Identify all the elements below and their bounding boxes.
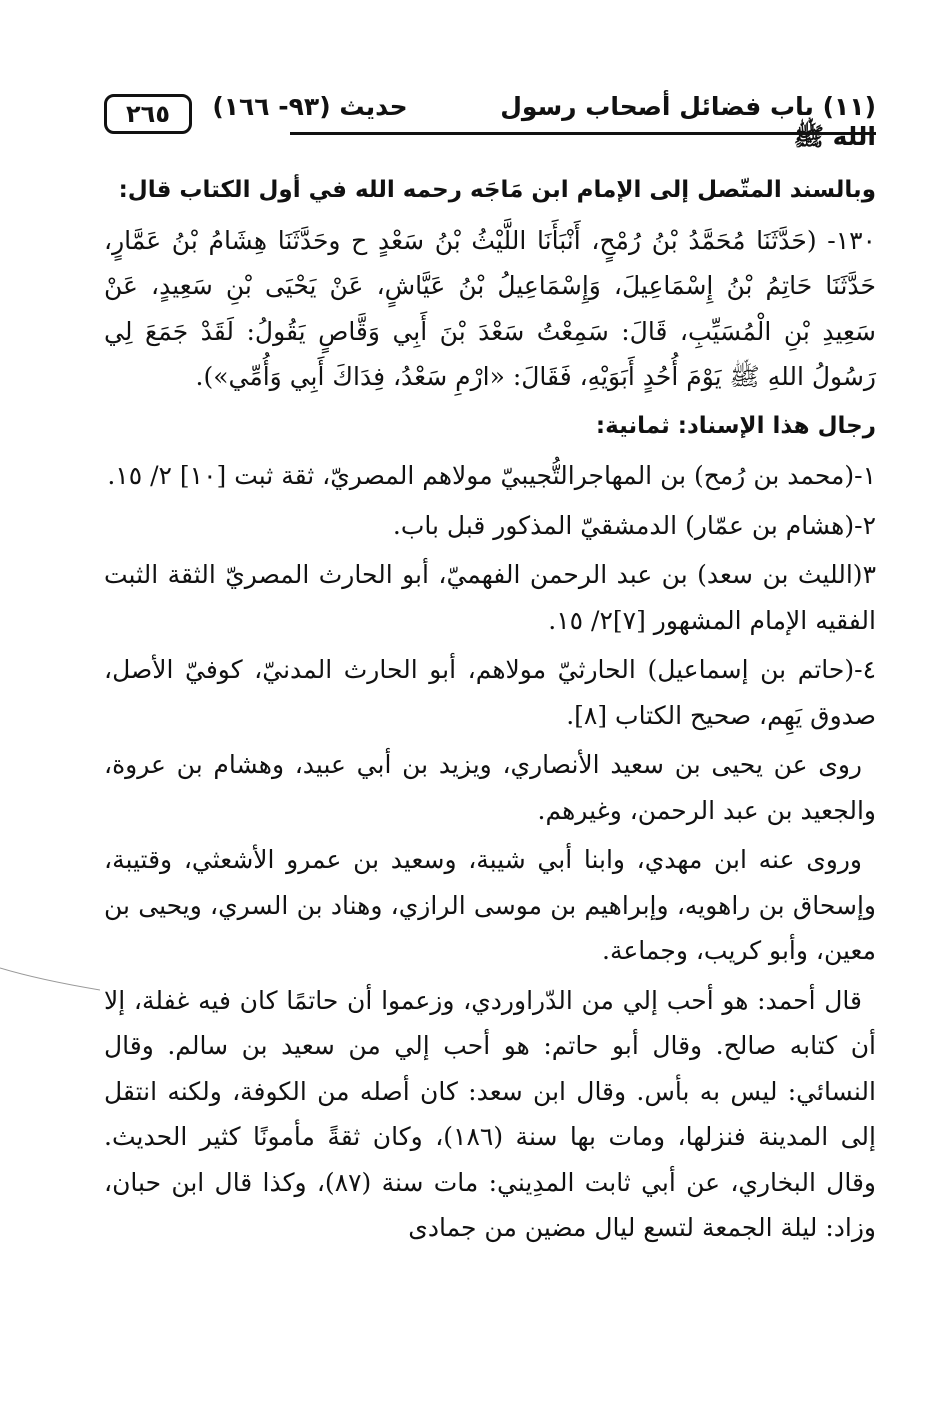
- scan-artifact-line: [0, 960, 100, 1020]
- chapter-title: (١١) باب فضائل أصحاب رسول الله ﷺ: [500, 92, 876, 151]
- page-number-box: ٢٦٥: [104, 94, 192, 134]
- hadith-range: حديث (٩٣- ١٦٦): [212, 92, 408, 121]
- narrator-entry: ٤-(حاتم بن إسماعيل) الحارثيّ مولاهم، أبو الحارث المدنيّ، كوفيّ الأصل، صدوق يَهِم، صحيح الكتاب [٨].: [104, 655, 876, 730]
- header-rule: [290, 132, 876, 135]
- hadith-text: ١٣٠- (حَدَّثَنَا مُحَمَّدُ بْنُ رُمْحٍ، أَنْبَأَنَا اللَّيْثُ بْنُ سَعْدٍ ح وحَدَّثَنَا هِشَامُ بْنُ عَمَّارٍ، حَدَّثَنَا حَاتِمُ بْنُ إِسْمَاعِيلَ، وَإِسْمَاعِيلُ بْنُ عَيَّاشٍ، عَنْ يَحْيَى بْنِ سَعِيدٍ، عَنْ سَعِيدِ بْنِ الْمُسَيِّبِ، قَالَ: سَمِعْتُ سَعْدَ بْنَ أَبِي وَقَّاصٍ يَقُولُ: لَقَدْ جَمَعَ لِي رَسُولُ اللهِ ﷺ يَوْمَ أُحُدٍ أَبَوَيْهِ، فَقَالَ: «ارْمِ سَعْدُ، فِدَاكَ أَبِي وَأُمِّي»).: [104, 225, 876, 391]
- narrator-entry: ١-(محمد بن رُمح) بن المهاجرالتُّجيبيّ مولاهم المصريّ، ثقة ثبت [١٠] ٢/ ١٥.: [107, 461, 876, 490]
- paragraph: روى عن يحيى بن سعيد الأنصاري، ويزيد بن أبي عبيد، وهشام بن عروة، والجعيد بن عبد الرحمن، وغيرهم.: [104, 750, 876, 825]
- sanad-intro: وبالسند المتّصل إلى الإمام ابن مَاجَه رحمه الله في أول الكتاب قال:: [118, 177, 876, 203]
- narrator-entry: ٣(الليث بن سعد) بن عبد الرحمن الفهميّ، أبو الحارث المصريّ الثقة الثبت الفقيه الإمام المشهور [٧]٢/ ١٥.: [104, 560, 876, 635]
- narrator-entry: ٢-(هشام بن عمّار) الدمشقيّ المذكور قبل باب.: [392, 510, 876, 540]
- page-body: [104, 168, 876, 1255]
- rijal-heading: رجال هذا الإسناد: ثمانية:: [595, 412, 876, 439]
- paragraph: وروى عنه ابن مهدي، وابنا أبي شيبة، وسعيد بن عمرو الأشعثي، وقتيبة، وإسحاق بن راهويه، وإبراهيم بن موسى الرازي، وهناد بن السري، ويحيى بن معين، وأبو كريب، وجماعة.: [104, 845, 876, 965]
- running-header: [104, 88, 876, 151]
- paragraph: قال أحمد: هو أحب إلي من الدّراوردي، وزعموا أن حاتمًا كان فيه غفلة، إلا أن كتابه صالح. وقال أبو حاتم: هو أحب إلي من سعيد بن سالم. وقال النسائي: ليس به بأس. وقال ابن سعد: كان أصله من الكوفة، ولكنه انتقل إلى المدينة فنزلها، ومات بها سنة (١٨٦)، وكان ثقةً مأمونًا كثير الحديث. وقال البخاري، عن أبي ثابت المدِيني: مات سنة (٨٧)، وكذا قال ابن حبان، وزاد: ليلة الجمعة لتسع ليال مضين من جمادى: [104, 985, 876, 1242]
